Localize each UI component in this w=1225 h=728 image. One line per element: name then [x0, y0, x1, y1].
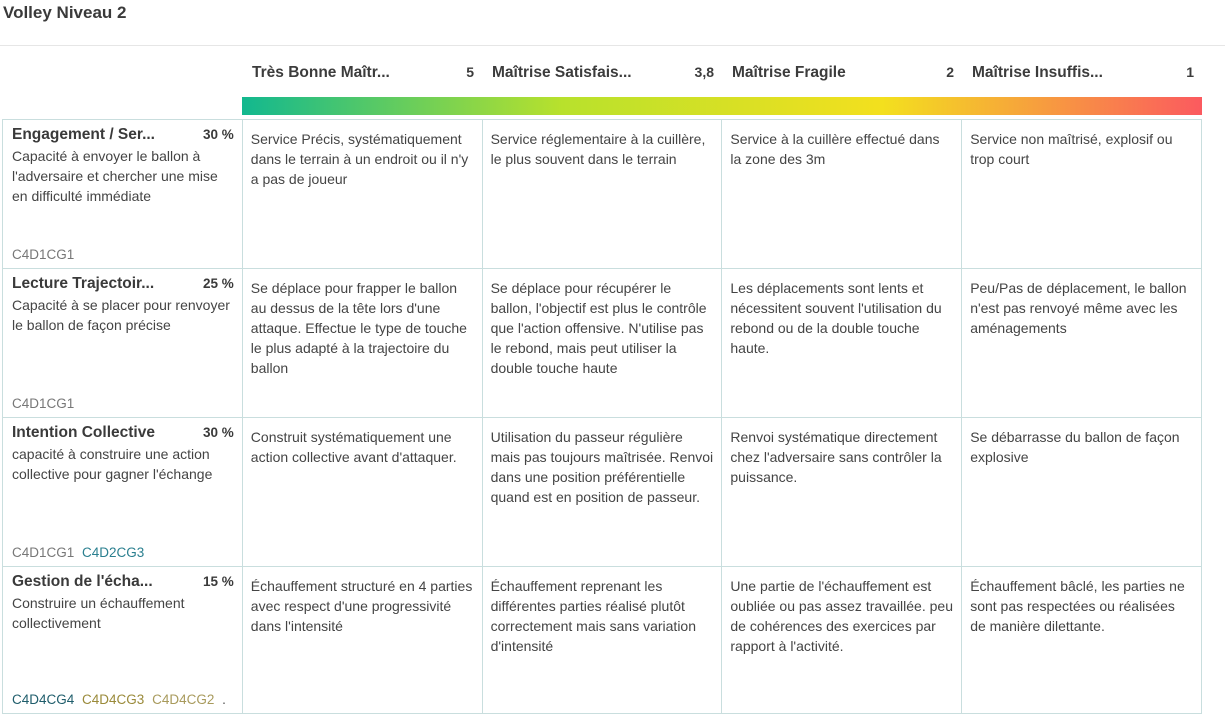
competency-code: C4D2CG3 — [82, 545, 145, 560]
level-score: 3,8 — [694, 64, 714, 80]
criterion-name: Lecture Trajectoir... — [12, 275, 155, 292]
descriptor-cell[interactable]: Construit systématiquement une action collective avant d'attaquer. — [243, 418, 483, 566]
criterion-name: Gestion de l'écha... — [12, 573, 153, 590]
descriptor-cell[interactable]: Les déplacements sont lents et nécessitent souvent l'utilisation du rebond ou de la double touche haute. — [722, 269, 962, 417]
mastery-gradient-bar — [242, 97, 1202, 115]
criterion-cell[interactable] — [3, 269, 243, 417]
criterion-description: Construire un échauffement collectivement — [12, 595, 185, 631]
level-column-header[interactable] — [962, 62, 1202, 86]
page-title: Volley Niveau 2 — [3, 3, 127, 22]
criterion-description: Capacité à se placer pour renvoyer le ballon de façon précise — [12, 297, 230, 333]
competency-code-more[interactable]: . — [222, 692, 226, 707]
descriptor-cell[interactable]: Service Précis, systématiquement dans le terrain à un endroit ou il n'y a pas de joueur — [243, 120, 483, 268]
descriptor-cell[interactable]: Échauffement bâclé, les parties ne sont pas respectées ou réalisées de manière dilettante. — [962, 567, 1202, 713]
descriptor-cell[interactable]: Service à la cuillère effectué dans la zone des 3m — [722, 120, 962, 268]
descriptor-cell[interactable]: Une partie de l'échauffement est oubliée ou pas assez travaillée. peu de cohérences des exercices par rapport à l'activité. — [722, 567, 962, 713]
level-column-header[interactable] — [242, 62, 482, 86]
criterion-weight: 25 % — [203, 276, 234, 291]
level-score: 1 — [1186, 64, 1194, 80]
criterion-weight: 30 % — [203, 425, 234, 440]
descriptor-cell[interactable]: Se déplace pour récupérer le ballon, l'objectif est plus le contrôle que l'action offensive. N'utilise pas le rebond, mais peut utiliser la double touche haute — [483, 269, 723, 417]
descriptor-cell[interactable]: Se déplace pour frapper le ballon au dessus de la tête lors d'une attaque. Effectue le type de touche le plus adapté à la trajectoire du ballon — [243, 269, 483, 417]
descriptor-cell[interactable]: Échauffement reprenant les différentes parties réalisé plutôt correctement mais sans variation d'intensité — [483, 567, 723, 713]
descriptor-cell[interactable]: Se débarrasse du ballon de façon explosive — [962, 418, 1202, 566]
competency-code: C4D1CG1 — [12, 545, 75, 560]
level-score: 5 — [466, 64, 474, 80]
table-row — [3, 268, 1202, 417]
competency-codes — [12, 247, 78, 262]
table-row — [3, 417, 1202, 566]
competency-codes — [12, 396, 78, 411]
descriptor-cell[interactable]: Échauffement structuré en 4 parties avec respect d'une progressivité dans l'intensité — [243, 567, 483, 713]
level-column-header[interactable] — [482, 62, 722, 86]
competency-code: C4D4CG4 — [12, 692, 75, 707]
criterion-description: Capacité à envoyer le ballon à l'adversaire et chercher une mise en difficulté immédiate — [12, 148, 218, 204]
table-row — [3, 119, 1202, 268]
criterion-weight: 15 % — [203, 574, 234, 589]
criterion-description: capacité à construire une action collective pour gagner l'échange — [12, 446, 213, 482]
criterion-weight: 30 % — [203, 127, 234, 142]
table-row — [3, 566, 1202, 714]
competency-codes — [12, 692, 230, 707]
level-name: Maîtrise Insuffis... — [972, 64, 1103, 81]
level-name: Très Bonne Maîtr... — [252, 64, 390, 81]
competency-code: C4D1CG1 — [12, 396, 75, 411]
competency-code: C4D1CG1 — [12, 247, 75, 262]
title-bar — [0, 0, 1225, 46]
competency-code: C4D4CG3 — [82, 692, 145, 707]
descriptor-cell[interactable]: Service réglementaire à la cuillère, le plus souvent dans le terrain — [483, 120, 723, 268]
criterion-name: Intention Collective — [12, 424, 155, 441]
criterion-cell[interactable] — [3, 120, 243, 268]
level-name: Maîtrise Fragile — [732, 64, 846, 81]
level-score: 2 — [946, 64, 954, 80]
competency-codes — [12, 545, 148, 560]
criterion-name: Engagement / Ser... — [12, 126, 155, 143]
descriptor-cell[interactable]: Service non maîtrisé, explosif ou trop court — [962, 120, 1202, 268]
level-header — [242, 62, 1202, 86]
descriptor-cell[interactable]: Utilisation du passeur régulière mais pas toujours maîtrisée. Renvoi dans une position préférentielle quand est en position de passeur. — [483, 418, 723, 566]
rubric-grid — [2, 119, 1202, 714]
level-name: Maîtrise Satisfais... — [492, 64, 632, 81]
descriptor-cell[interactable]: Renvoi systématique directement chez l'adversaire sans contrôler la puissance. — [722, 418, 962, 566]
competency-code: C4D4CG2 — [152, 692, 215, 707]
level-column-header[interactable] — [722, 62, 962, 86]
descriptor-cell[interactable]: Peu/Pas de déplacement, le ballon n'est pas renvoyé même avec les aménagements — [962, 269, 1202, 417]
criterion-cell[interactable] — [3, 418, 243, 566]
criterion-cell[interactable] — [3, 567, 243, 713]
